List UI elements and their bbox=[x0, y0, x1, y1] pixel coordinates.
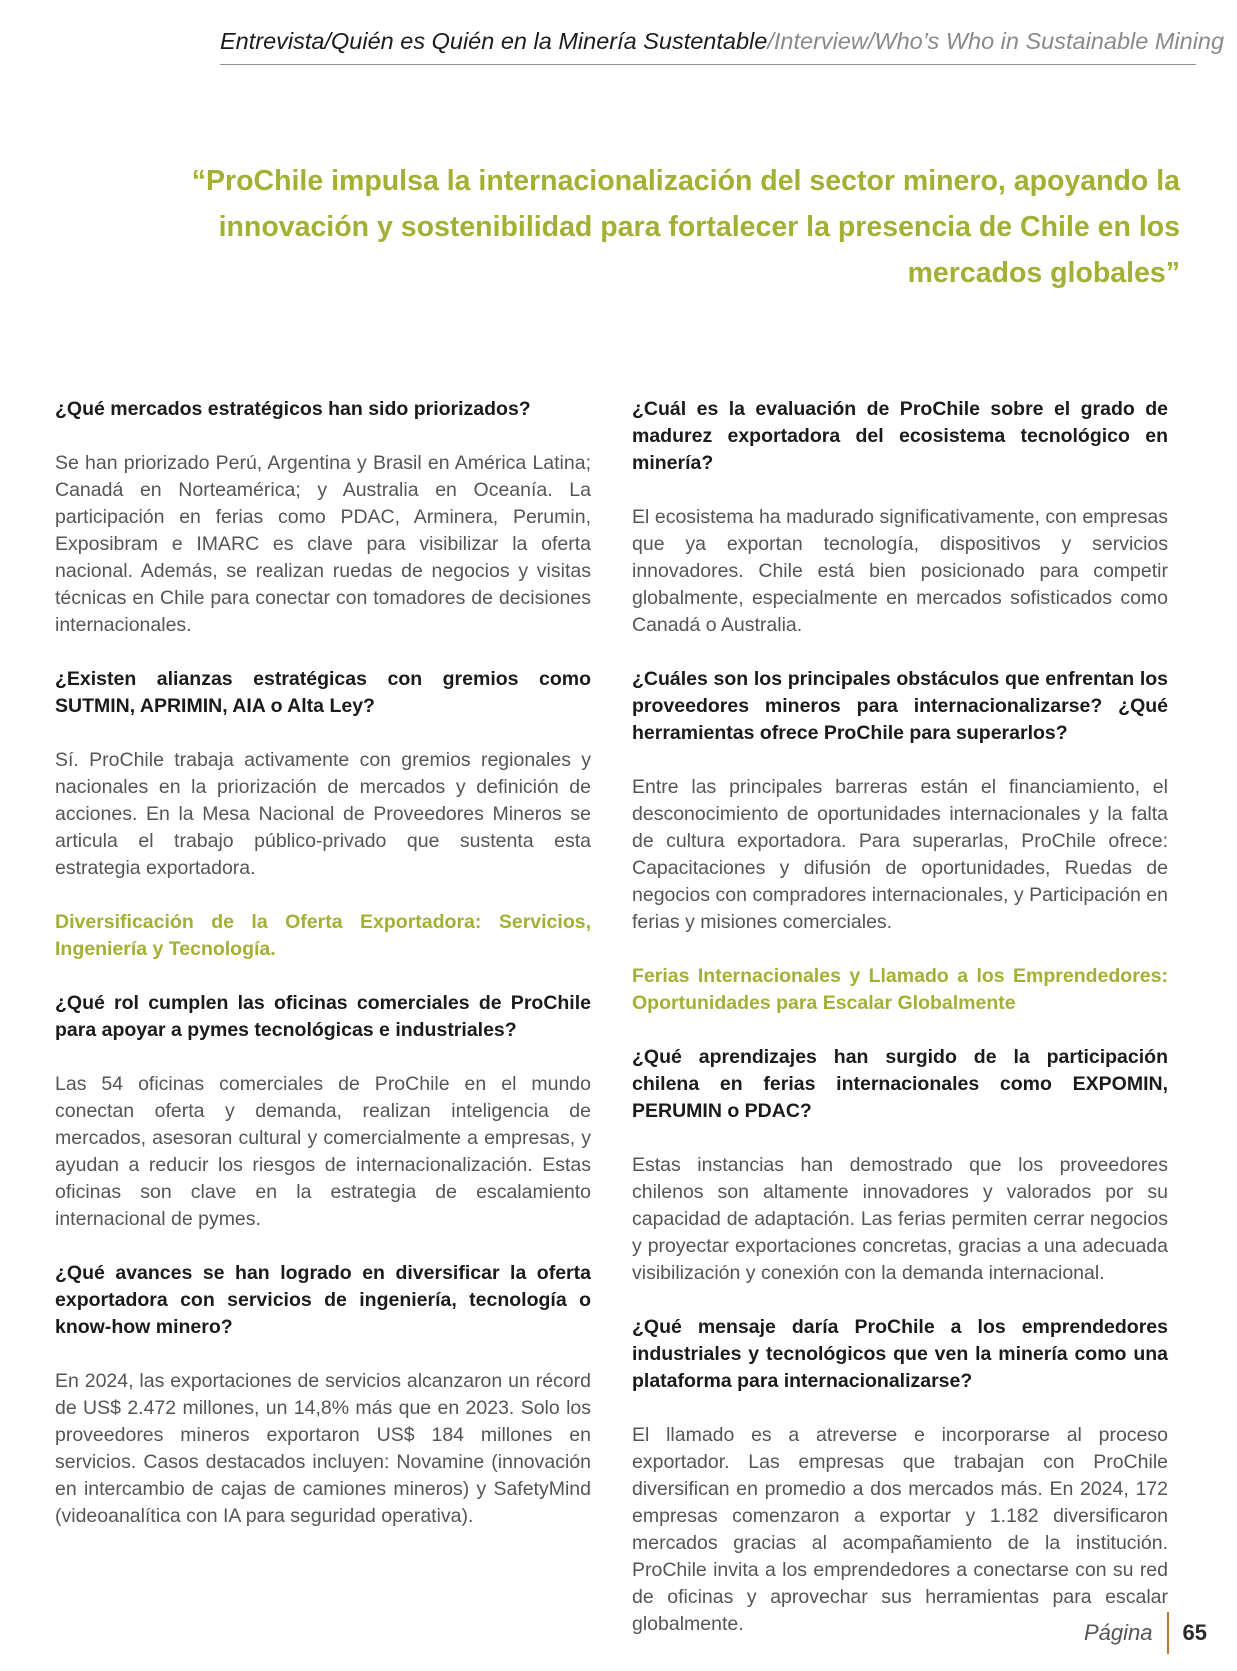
answer: En 2024, las exportaciones de servicios alcanzaron un récord de US$ 2.472 millones, un 14,8% más que en 2023. Solo los proveedores mineros exportaron US$ 184 millones en servicios. Casos destacados incluyen: Novamine (innovación en intercambio de cajas de camiones mineros) y SafetyMind (videoanalítica con IA para seguridad operativa). bbox=[55, 1370, 591, 1527]
question: ¿Qué mensaje daría ProChile a los emprendedores industriales y tecnológicos que ven la minería como una plataforma para internacionalizarse? bbox=[632, 1316, 1168, 1392]
section-subheading: Ferias Internacionales y Llamado a los Emprendedores: Oportunidades para Escalar Globalmente bbox=[632, 965, 1168, 1014]
pull-quote: “ProChile impulsa la internacionalización del sector minero, apoyando la innovación y sostenibilidad para fortalecer la presencia de Chile en los mercados globales” bbox=[191, 165, 1180, 289]
answer: Sí. ProChile trabaja activamente con gremios regionales y nacionales en la priorización de mercados y definición de acciones. En la Mesa Nacional de Proveedores Mineros se articula el trabajo público-privado que sustenta esta estrategia exportadora. bbox=[55, 749, 591, 879]
answer: Entre las principales barreras están el financiamiento, el desconocimiento de oportunidades internacionales y la falta de cultura exportadora. Para superarlas, ProChile ofrece: Capacitaciones y difusión de oportunidades, Ruedas de negocios con compradores internacionales, y Participación en ferias y misiones comerciales. bbox=[632, 776, 1168, 933]
page-number: 65 bbox=[1182, 1620, 1207, 1645]
answer: El llamado es a atreverse e incorporarse al proceso exportador. Las empresas que trabajan con ProChile diversifican en promedio a dos mercados más. En 2024, 172 empresas comenzaron a exportar y 1.182 diversificaron mercados gracias al acompañamiento de la institución. ProChile invita a los emprendedores a conectarse con su red de oficinas y aprovechar sus herramientas para escalar globalmente. bbox=[632, 1424, 1168, 1635]
question: ¿Qué avances se han logrado en diversificar la oferta exportadora con servicios de ingeniería, tecnología o know-how minero? bbox=[55, 1262, 591, 1338]
header-spanish: Entrevista/Quién es Quién en la Minería Sustentable bbox=[220, 28, 768, 54]
question: ¿Qué rol cumplen las oficinas comerciales de ProChile para apoyar a pymes tecnológicas e industriales? bbox=[55, 992, 591, 1041]
question: ¿Cuál es la evaluación de ProChile sobre el grado de madurez exportadora del ecosistema tecnológico en minería? bbox=[632, 398, 1168, 474]
left-column bbox=[55, 396, 591, 1557]
right-column bbox=[632, 396, 1168, 1665]
answer: Estas instancias han demostrado que los proveedores chilenos son altamente innovadores y valorados por su capacidad de adaptación. Las ferias permiten cerrar negocios y proyectar exportaciones concretas, gracias a una adecuada visibilización y conexión con la demanda internacional. bbox=[632, 1154, 1168, 1284]
question: ¿Qué aprendizajes han surgido de la participación chilena en ferias internacionales como EXPOMIN, PERUMIN o PDAC? bbox=[632, 1046, 1168, 1122]
header-divider bbox=[220, 64, 1196, 65]
answer: Las 54 oficinas comerciales de ProChile en el mundo conectan oferta y demanda, realizan inteligencia de mercados, asesoran cultural y comercialmente a empresas, y ayudan a reducir los riesgos de internacionalización. Estas oficinas son clave en la estrategia de escalamiento internacional de pymes. bbox=[55, 1073, 591, 1230]
answer: El ecosistema ha madurado significativamente, con empresas que ya exportan tecnología, dispositivos y servicios innovadores. Chile está bien posicionado para competir globalmente, especialmente en mercados sofisticados como Canadá o Australia. bbox=[632, 506, 1168, 636]
question: ¿Qué mercados estratégicos han sido priorizados? bbox=[55, 398, 531, 420]
question: ¿Cuáles son los principales obstáculos que enfrentan los proveedores mineros para internacionalizarse? ¿Qué herramientas ofrece ProChile para superarlos? bbox=[632, 668, 1168, 744]
header-english: /Interview/Who’s Who in Sustainable Mining bbox=[767, 28, 1225, 54]
page-label: Página bbox=[1084, 1620, 1153, 1645]
answer: Se han priorizado Perú, Argentina y Brasil en América Latina; Canadá en Norteamérica; y Australia en Oceanía. La participación en ferias como PDAC, Arminera, Perumin, Exposibram e IMARC es clave para visibilizar la oferta nacional. Además, se realizan ruedas de negocios y visitas técnicas en Chile para conectar con tomadores de decisiones internacionales. bbox=[55, 452, 591, 636]
footer-divider bbox=[1167, 1612, 1169, 1654]
section-subheading: Diversificación de la Oferta Exportadora: Servicios, Ingeniería y Tecnología. bbox=[55, 911, 591, 960]
question: ¿Existen alianzas estratégicas con gremios como SUTMIN, APRIMIN, AIA o Alta Ley? bbox=[55, 668, 591, 717]
page-footer bbox=[1084, 1613, 1207, 1653]
running-header bbox=[220, 26, 1225, 56]
